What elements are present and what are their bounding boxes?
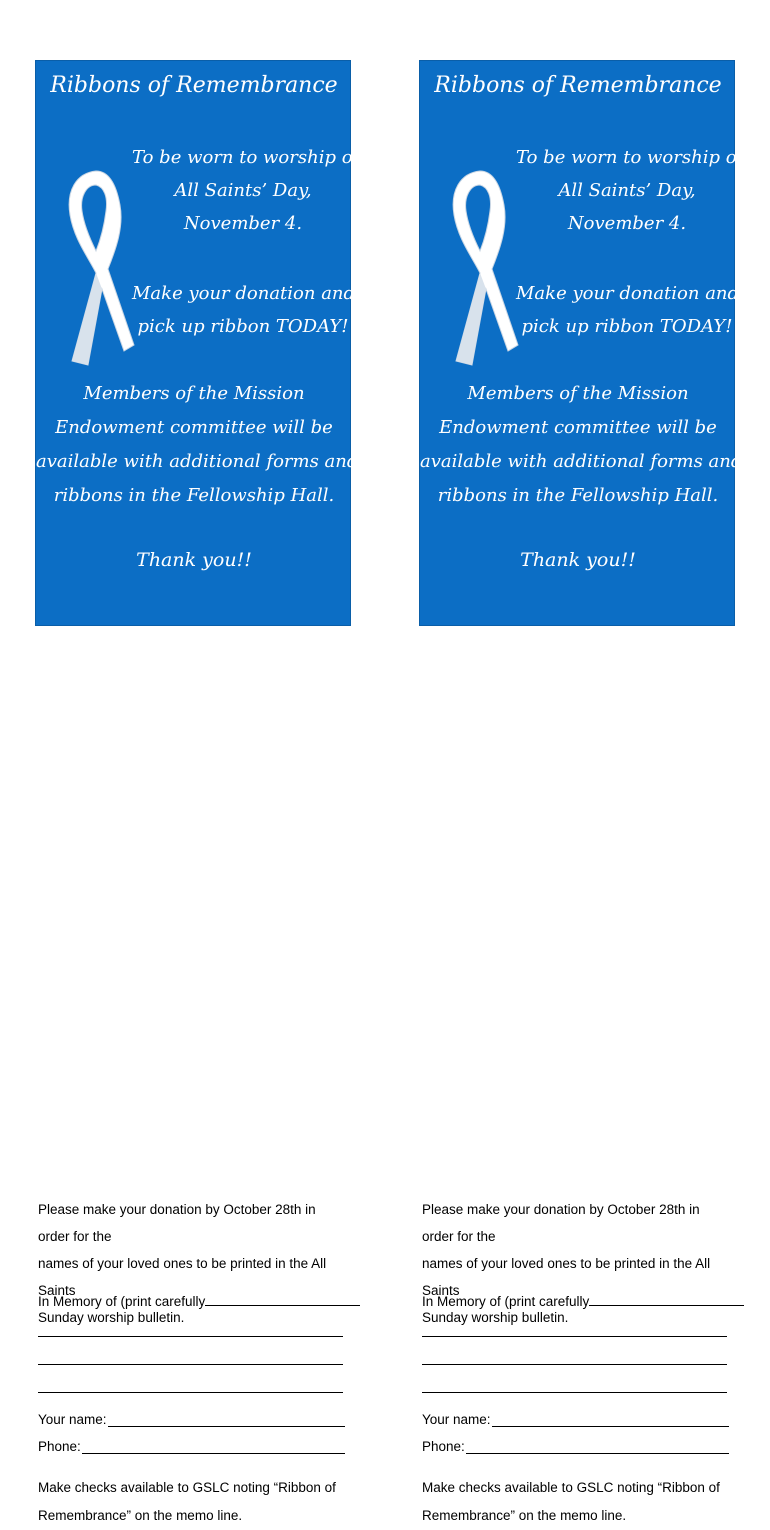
ribbon-card-right xyxy=(419,60,749,1523)
ribbon-card-left xyxy=(35,60,365,1523)
checks-line: Remembrance” on the memo line. xyxy=(422,1508,627,1523)
worn-line: November 4. xyxy=(183,213,303,234)
flyer-title: Ribbons of Remembrance xyxy=(50,73,338,98)
awareness-ribbon-icon xyxy=(442,165,520,373)
in-memory-label: In Memory of (print carefully xyxy=(38,1294,206,1309)
your-name-field[interactable] xyxy=(38,1412,345,1427)
checks-line: Make checks available to GSLC noting “Ribbon of xyxy=(38,1480,336,1495)
awareness-ribbon-icon xyxy=(58,165,136,373)
members-line: Members of the Mission xyxy=(83,383,305,404)
worn-text xyxy=(132,141,365,240)
donate-line: pick up ribbon TODAY! xyxy=(521,316,733,337)
worn-line: To be worn to worship on xyxy=(516,147,749,168)
in-memory-field[interactable] xyxy=(38,1292,360,1309)
donate-line: pick up ribbon TODAY! xyxy=(137,316,349,337)
worn-text xyxy=(516,141,749,240)
donate-text xyxy=(516,277,738,343)
donate-line: Make your donation and xyxy=(132,283,356,304)
in-memory-blank[interactable] xyxy=(205,1292,360,1306)
in-memory-label: In Memory of (print carefully xyxy=(422,1294,590,1309)
donate-text xyxy=(132,277,354,343)
donate-line: Make your donation and xyxy=(516,283,740,304)
checks-line: Make checks available to GSLC noting “Ribbon of xyxy=(422,1480,720,1495)
phone-blank[interactable] xyxy=(466,1439,729,1454)
phone-label: Phone: xyxy=(422,1439,465,1454)
memory-blank-line[interactable] xyxy=(38,1364,343,1365)
note-line: Sunday worship bulletin. xyxy=(38,1310,185,1325)
members-line: ribbons in the Fellowship Hall. xyxy=(437,485,719,506)
checks-note xyxy=(38,1474,350,1530)
thanks-text: Thank you!! xyxy=(520,549,636,571)
note-line: Please make your donation by October 28th in order for the xyxy=(422,1202,700,1244)
deadline-note xyxy=(422,1196,734,1331)
memory-blank-line[interactable] xyxy=(38,1336,343,1337)
worn-line: November 4. xyxy=(567,213,687,234)
members-text xyxy=(36,377,359,513)
memory-blank-line[interactable] xyxy=(422,1336,727,1337)
your-name-blank[interactable] xyxy=(108,1412,345,1427)
thanks-text: Thank you!! xyxy=(136,549,252,571)
phone-blank[interactable] xyxy=(82,1439,345,1454)
your-name-label: Your name: xyxy=(422,1412,491,1427)
flyer-panel xyxy=(419,60,749,626)
note-line: names of your loved ones to be printed in the All Saints xyxy=(38,1256,327,1298)
checks-line: Remembrance” on the memo line. xyxy=(38,1508,243,1523)
memory-blank-line[interactable] xyxy=(422,1392,727,1393)
worn-line: All Saints’ Day, xyxy=(558,180,696,201)
members-line: Endowment committee will be xyxy=(439,417,717,438)
note-line: names of your loved ones to be printed in the All Saints xyxy=(422,1256,711,1298)
memory-blank-line[interactable] xyxy=(38,1392,343,1393)
memory-blank-line[interactable] xyxy=(422,1364,727,1365)
phone-field[interactable] xyxy=(422,1439,729,1454)
deadline-note xyxy=(38,1196,350,1331)
your-name-field[interactable] xyxy=(422,1412,729,1427)
your-name-label: Your name: xyxy=(38,1412,107,1427)
note-line: Sunday worship bulletin. xyxy=(422,1310,569,1325)
flyer-panel xyxy=(35,60,365,626)
worn-line: To be worn to worship on xyxy=(132,147,365,168)
phone-label: Phone: xyxy=(38,1439,81,1454)
members-line: available with additional forms and xyxy=(36,451,359,472)
members-line: available with additional forms and xyxy=(420,451,743,472)
flyer-title: Ribbons of Remembrance xyxy=(434,73,722,98)
checks-note xyxy=(422,1474,734,1530)
members-text xyxy=(420,377,743,513)
phone-field[interactable] xyxy=(38,1439,345,1454)
in-memory-field[interactable] xyxy=(422,1292,744,1309)
members-line: Endowment committee will be xyxy=(55,417,333,438)
members-line: ribbons in the Fellowship Hall. xyxy=(53,485,335,506)
members-line: Members of the Mission xyxy=(467,383,689,404)
note-line: Please make your donation by October 28th in order for the xyxy=(38,1202,316,1244)
your-name-blank[interactable] xyxy=(492,1412,729,1427)
worn-line: All Saints’ Day, xyxy=(174,180,312,201)
in-memory-blank[interactable] xyxy=(589,1292,744,1306)
